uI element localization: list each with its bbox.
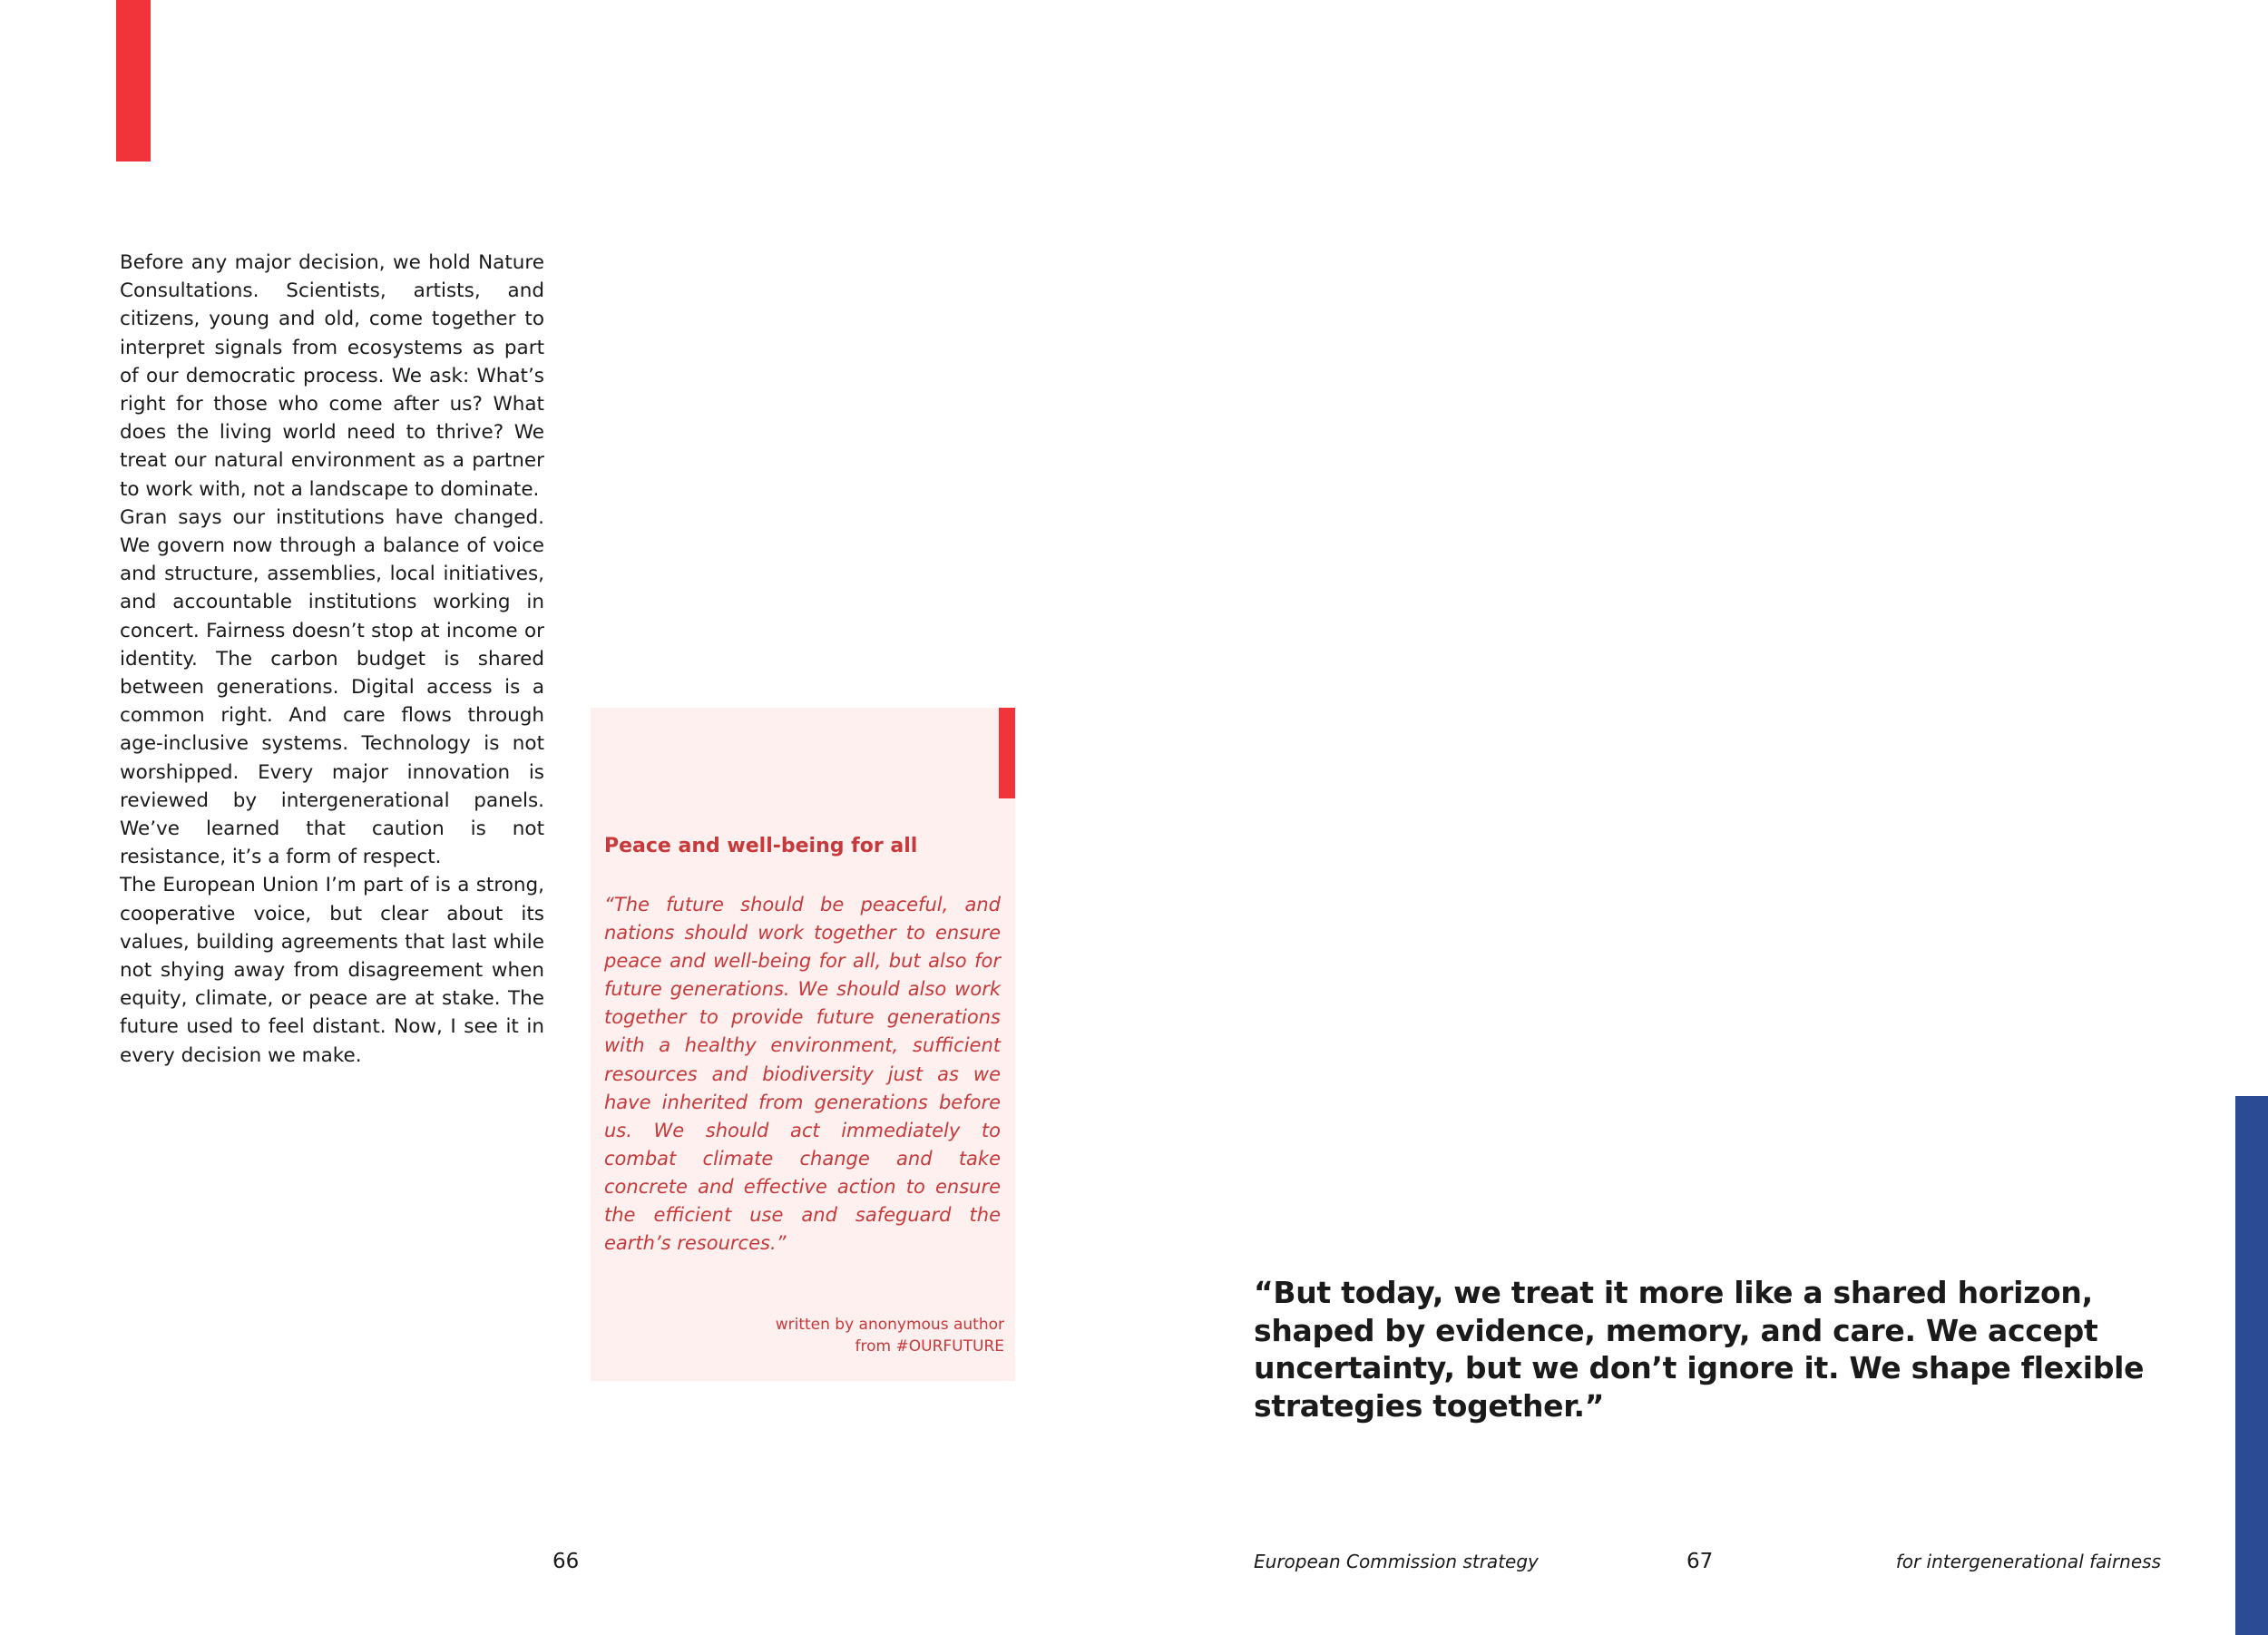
credit-line-author: written by anonymous author	[775, 1316, 1004, 1334]
quote-box-credit	[678, 1314, 1004, 1357]
body-paragraph-3: The European Union I’m part of is a strong, cooperative voice, but clear about its values, building agreements that last while not shying away from disagreement when equity, climate, or peace are at stake. The future used to feel distant. Now, I see it in every decision we make.	[120, 874, 544, 1067]
quote-box	[591, 708, 1015, 1381]
quote-box-title: Peace and well-being for all	[604, 835, 918, 857]
page-number-left: 66	[552, 1550, 580, 1573]
body-paragraph-1: Before any major decision, we hold Nature Consultations. Scientists, artists, and citizens, young and old, come together to interpret signals from ecosystems as part of our democratic process. We ask: What’s right for those who come after us? What does the living world need to thrive? We treat our natural environment as a partner to work with, not a landscape to dominate.	[120, 251, 544, 501]
credit-line-source: from #OURFUTURE	[855, 1337, 1004, 1356]
quote-box-quote: “The future should be peaceful, and nations should work together to ensure peace and well-being for all, but also for future generations. We should also work together to provide future generations with a healthy environment, sufficient resources and biodiversity just as we have inherited from generations before us. We should act immediately to combat climate change and take concrete and effective action to ensure the efficient use and safeguard the earth’s resources.”	[604, 894, 1001, 1255]
quote-box-red-accent	[999, 708, 1015, 798]
page-number-right: 67	[1686, 1550, 1714, 1573]
footer-title-right: for intergenerational fairness	[1895, 1551, 2161, 1572]
body-text-column	[120, 249, 544, 1070]
footer-title-left: European Commission strategy	[1254, 1551, 1539, 1572]
top-red-accent-bar	[116, 0, 151, 162]
pull-quote: “But today, we treat it more like a shared horizon, shaped by evidence, memory, and care. We accept uncertainty, but we don’t ignore it. We shape flexible strategies together.”	[1254, 1275, 2145, 1424]
body-paragraph-2: Gran says our institutions have changed. We govern now through a balance of voice and structure, assemblies, local initiatives, and accountable institutions working in concert. Fairness doesn’t stop at income or identity. The carbon budget is shared between generations. Digital access is a common right. And care flows through age-inclusive systems. Technology is not worshipped. Every major innovation is reviewed by intergenerational panels. We’ve learned that caution is not resistance, it’s a form of respect.	[120, 505, 544, 869]
right-blue-edge-tab	[2235, 1096, 2268, 1635]
